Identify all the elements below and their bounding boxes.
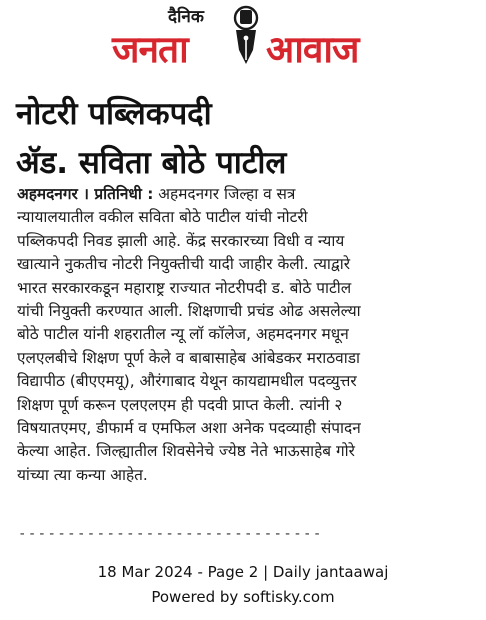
article-line: एलएलबीचे शिक्षण पूर्ण केले व बाबासाहेब आंबेडकर मराठवाडा [17,348,360,367]
article-line: पब्लिकपदी निवड झाली आहे. केंद्र सरकारच्या विधी व न्याय [17,231,345,250]
masthead-title-left: जनता [112,28,188,71]
edition-info: 18 Mar 2024 - Page 2 | Daily jantaawaj [97,563,389,581]
article-line: केल्या आहेत. जिल्ह्यातील शिवसेनेचे ज्येष्ठ नेते भाऊसाहेब गोरे [17,442,355,461]
article-line: विद्यापीठ (बीएएमयू), औरंगाबाद येथून कायद्यामधील पदव्युत्तर [17,372,357,391]
masthead-title-right: आवाज [266,28,359,71]
article-line: यांच्या त्या कन्या आहेत. [17,465,148,484]
article-line: भारत सरकारकडून महाराष्ट्र राज्यात नोटरीपदी ड. बोठे पाटील [17,278,352,297]
article-line: अहमदनगर जिल्हा व सत्र [158,185,296,203]
article-line: खात्याने नुकतीच नोटरी नियुक्तीची यादी जाहीर केली. त्याद्वारे [17,255,350,274]
article-first-line [17,183,469,206]
article-body [17,183,469,487]
powered-by-link[interactable]: Powered by softisky.com [151,588,335,606]
dashed-separator: ------------------------------- [18,526,323,542]
masthead-daily-label: दैनिक [168,7,204,27]
article-line: यांची नियुक्ती करण्यात आली. शिक्षणाची प्रचंड ओढ असलेल्या [17,301,361,320]
masthead [0,0,486,80]
headline-line-1: नोटरी पब्लिकपदी [16,96,212,132]
article-line: न्यायालयातील वकील सविता बोठे पाटील यांची नोटरी [17,208,308,227]
article-dateline: अहमदनगर । प्रतिनिधी : [17,185,154,203]
article-line: बोठे पाटील यांनी शहरातील न्यू लॉ कॉलेज, अहमदनगर मधून [17,325,349,344]
headline-line-2: ॲड. सविता बोठे पाटील [16,145,287,181]
article-line: विषयातएमए, डीफार्म व एमफिल अशा अनेक पदव्याही संपादन [17,418,361,437]
pen-nib-icon [226,4,266,66]
article-line: शिक्षण पूर्ण करून एलएलएम ही पदवी प्राप्त केली. त्यांनी २ [17,395,343,414]
